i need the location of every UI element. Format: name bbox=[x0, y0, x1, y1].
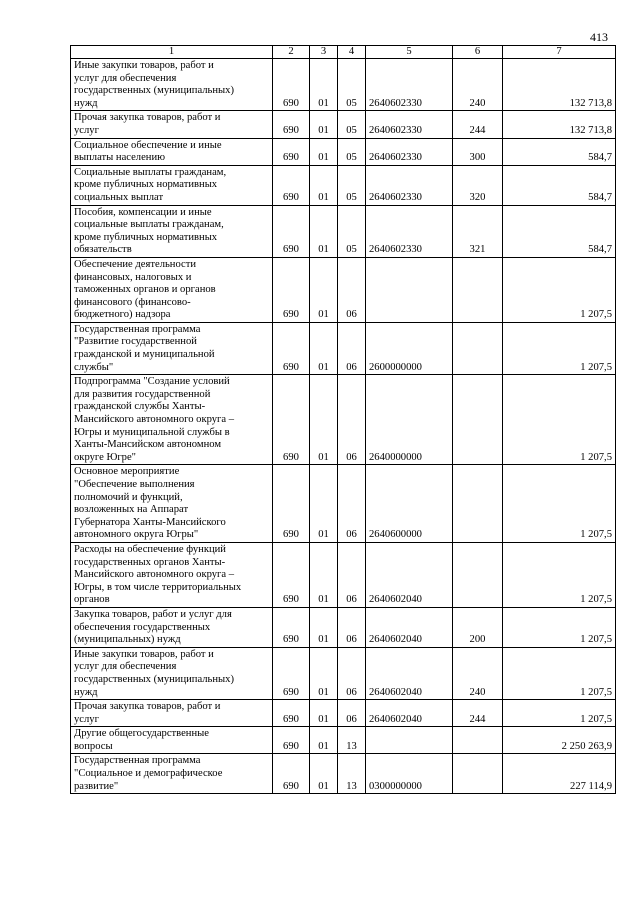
row-section-cell: 01 bbox=[310, 138, 338, 165]
row-name-cell: Социальные выплаты гражданам, кроме публичных нормативных социальных выплат bbox=[71, 165, 273, 205]
row-amount-cell: 1 207,5 bbox=[503, 700, 616, 727]
row-subsection-cell: 06 bbox=[338, 465, 366, 543]
row-subsection-cell: 06 bbox=[338, 607, 366, 647]
row-section-cell: 01 bbox=[310, 542, 338, 607]
row-target-article-cell: 2640000000 bbox=[366, 375, 453, 465]
row-target-article-cell: 2640602330 bbox=[366, 111, 453, 138]
row-subsection-cell: 05 bbox=[338, 138, 366, 165]
table-row bbox=[71, 375, 616, 465]
row-name-cell: Прочая закупка товаров, работ и услуг bbox=[71, 111, 273, 138]
row-section-cell: 01 bbox=[310, 59, 338, 111]
row-code-cell: 690 bbox=[273, 138, 310, 165]
row-section-cell: 01 bbox=[310, 754, 338, 794]
row-code-cell: 690 bbox=[273, 205, 310, 257]
row-subsection-cell: 06 bbox=[338, 542, 366, 607]
row-subsection-cell: 05 bbox=[338, 165, 366, 205]
row-amount-cell: 1 207,5 bbox=[503, 465, 616, 543]
row-code-cell: 690 bbox=[273, 700, 310, 727]
row-section-cell: 01 bbox=[310, 465, 338, 543]
row-expense-type-cell: 321 bbox=[453, 205, 503, 257]
row-section-cell: 01 bbox=[310, 375, 338, 465]
row-amount-cell: 1 207,5 bbox=[503, 607, 616, 647]
row-code-cell: 690 bbox=[273, 257, 310, 322]
column-header: 4 bbox=[338, 46, 366, 59]
row-expense-type-cell: 240 bbox=[453, 59, 503, 111]
row-name-cell: Обеспечение деятельности финансовых, налоговых и таможенных органов и органов финансового (финансово- бюджетного) надзора bbox=[71, 257, 273, 322]
row-target-article-cell bbox=[366, 727, 453, 754]
row-name-cell: Иные закупки товаров, работ и услуг для обеспечения государственных (муниципальных) нужд bbox=[71, 59, 273, 111]
column-header: 1 bbox=[71, 46, 273, 59]
table-row bbox=[71, 607, 616, 647]
column-header: 3 bbox=[310, 46, 338, 59]
row-expense-type-cell: 320 bbox=[453, 165, 503, 205]
column-header: 6 bbox=[453, 46, 503, 59]
row-amount-cell: 1 207,5 bbox=[503, 257, 616, 322]
row-subsection-cell: 06 bbox=[338, 700, 366, 727]
row-expense-type-cell: 244 bbox=[453, 700, 503, 727]
row-amount-cell: 1 207,5 bbox=[503, 375, 616, 465]
page-number: 413 bbox=[590, 30, 608, 44]
row-code-cell: 690 bbox=[273, 542, 310, 607]
table-header-row bbox=[71, 46, 616, 59]
row-section-cell: 01 bbox=[310, 647, 338, 699]
row-subsection-cell: 13 bbox=[338, 754, 366, 794]
row-target-article-cell: 2640602040 bbox=[366, 700, 453, 727]
table-row bbox=[71, 111, 616, 138]
row-code-cell: 690 bbox=[273, 607, 310, 647]
row-name-cell: Прочая закупка товаров, работ и услуг bbox=[71, 700, 273, 727]
row-name-cell: Пособия, компенсации и иные социальные выплаты гражданам, кроме публичных нормативных обязательств bbox=[71, 205, 273, 257]
table-row bbox=[71, 727, 616, 754]
row-expense-type-cell bbox=[453, 465, 503, 543]
row-subsection-cell: 06 bbox=[338, 322, 366, 374]
row-expense-type-cell: 240 bbox=[453, 647, 503, 699]
row-target-article-cell: 2640602330 bbox=[366, 59, 453, 111]
row-subsection-cell: 05 bbox=[338, 59, 366, 111]
row-code-cell: 690 bbox=[273, 647, 310, 699]
row-name-cell: Государственная программа "Развитие государственной гражданской и муниципальной службы" bbox=[71, 322, 273, 374]
row-target-article-cell: 2640602330 bbox=[366, 165, 453, 205]
row-name-cell: Расходы на обеспечение функций государственных органов Ханты- Мансийского автономного округа – Югры, в том числе территориальных органов bbox=[71, 542, 273, 607]
row-section-cell: 01 bbox=[310, 727, 338, 754]
row-target-article-cell: 2600000000 bbox=[366, 322, 453, 374]
row-amount-cell: 132 713,8 bbox=[503, 59, 616, 111]
table-row bbox=[71, 700, 616, 727]
row-code-cell: 690 bbox=[273, 59, 310, 111]
row-section-cell: 01 bbox=[310, 111, 338, 138]
table-row bbox=[71, 322, 616, 374]
table-row bbox=[71, 165, 616, 205]
row-amount-cell: 584,7 bbox=[503, 205, 616, 257]
row-subsection-cell: 06 bbox=[338, 647, 366, 699]
row-name-cell: Основное мероприятие "Обеспечение выполнения полномочий и функций, возложенных на Аппарат Губернатора Ханты-Мансийского автономного округа Югры" bbox=[71, 465, 273, 543]
row-target-article-cell: 2640602330 bbox=[366, 205, 453, 257]
row-subsection-cell: 13 bbox=[338, 727, 366, 754]
row-code-cell: 690 bbox=[273, 375, 310, 465]
row-expense-type-cell bbox=[453, 257, 503, 322]
row-code-cell: 690 bbox=[273, 465, 310, 543]
row-code-cell: 690 bbox=[273, 111, 310, 138]
table-row bbox=[71, 542, 616, 607]
row-name-cell: Закупка товаров, работ и услуг для обеспечения государственных (муниципальных) нужд bbox=[71, 607, 273, 647]
row-amount-cell: 132 713,8 bbox=[503, 111, 616, 138]
row-code-cell: 690 bbox=[273, 727, 310, 754]
row-target-article-cell: 2640602040 bbox=[366, 647, 453, 699]
table-row bbox=[71, 138, 616, 165]
row-expense-type-cell: 244 bbox=[453, 111, 503, 138]
row-target-article-cell: 2640600000 bbox=[366, 465, 453, 543]
row-expense-type-cell: 300 bbox=[453, 138, 503, 165]
row-name-cell: Государственная программа "Социальное и демографическое развитие" bbox=[71, 754, 273, 794]
column-header: 5 bbox=[366, 46, 453, 59]
row-target-article-cell: 2640602330 bbox=[366, 138, 453, 165]
row-amount-cell: 1 207,5 bbox=[503, 542, 616, 607]
table-row bbox=[71, 647, 616, 699]
row-amount-cell: 2 250 263,9 bbox=[503, 727, 616, 754]
table-row bbox=[71, 205, 616, 257]
row-target-article-cell: 2640602040 bbox=[366, 542, 453, 607]
row-code-cell: 690 bbox=[273, 754, 310, 794]
row-expense-type-cell: 200 bbox=[453, 607, 503, 647]
row-expense-type-cell bbox=[453, 542, 503, 607]
row-expense-type-cell bbox=[453, 727, 503, 754]
row-amount-cell: 1 207,5 bbox=[503, 322, 616, 374]
row-section-cell: 01 bbox=[310, 700, 338, 727]
row-expense-type-cell bbox=[453, 375, 503, 465]
row-section-cell: 01 bbox=[310, 165, 338, 205]
row-section-cell: 01 bbox=[310, 607, 338, 647]
row-subsection-cell: 06 bbox=[338, 257, 366, 322]
row-target-article-cell bbox=[366, 257, 453, 322]
row-expense-type-cell bbox=[453, 322, 503, 374]
row-expense-type-cell bbox=[453, 754, 503, 794]
row-amount-cell: 1 207,5 bbox=[503, 647, 616, 699]
column-header: 7 bbox=[503, 46, 616, 59]
row-target-article-cell: 0300000000 bbox=[366, 754, 453, 794]
row-amount-cell: 227 114,9 bbox=[503, 754, 616, 794]
row-amount-cell: 584,7 bbox=[503, 138, 616, 165]
row-code-cell: 690 bbox=[273, 322, 310, 374]
table-row bbox=[71, 59, 616, 111]
table-row bbox=[71, 257, 616, 322]
row-name-cell: Подпрограмма "Создание условий для развития государственной гражданской службы Ханты- Мансийского автономного округа – Югры и муниципальной службы в Ханты-Мансийском автономном округе Югре" bbox=[71, 375, 273, 465]
column-header: 2 bbox=[273, 46, 310, 59]
row-section-cell: 01 bbox=[310, 257, 338, 322]
row-name-cell: Иные закупки товаров, работ и услуг для обеспечения государственных (муниципальных) нужд bbox=[71, 647, 273, 699]
table-row bbox=[71, 465, 616, 543]
row-target-article-cell: 2640602040 bbox=[366, 607, 453, 647]
budget-table bbox=[70, 45, 616, 794]
row-name-cell: Другие общегосударственные вопросы bbox=[71, 727, 273, 754]
row-subsection-cell: 05 bbox=[338, 205, 366, 257]
table-row bbox=[71, 754, 616, 794]
row-name-cell: Социальное обеспечение и иные выплаты населению bbox=[71, 138, 273, 165]
row-subsection-cell: 05 bbox=[338, 111, 366, 138]
row-section-cell: 01 bbox=[310, 205, 338, 257]
row-section-cell: 01 bbox=[310, 322, 338, 374]
row-subsection-cell: 06 bbox=[338, 375, 366, 465]
row-code-cell: 690 bbox=[273, 165, 310, 205]
row-amount-cell: 584,7 bbox=[503, 165, 616, 205]
